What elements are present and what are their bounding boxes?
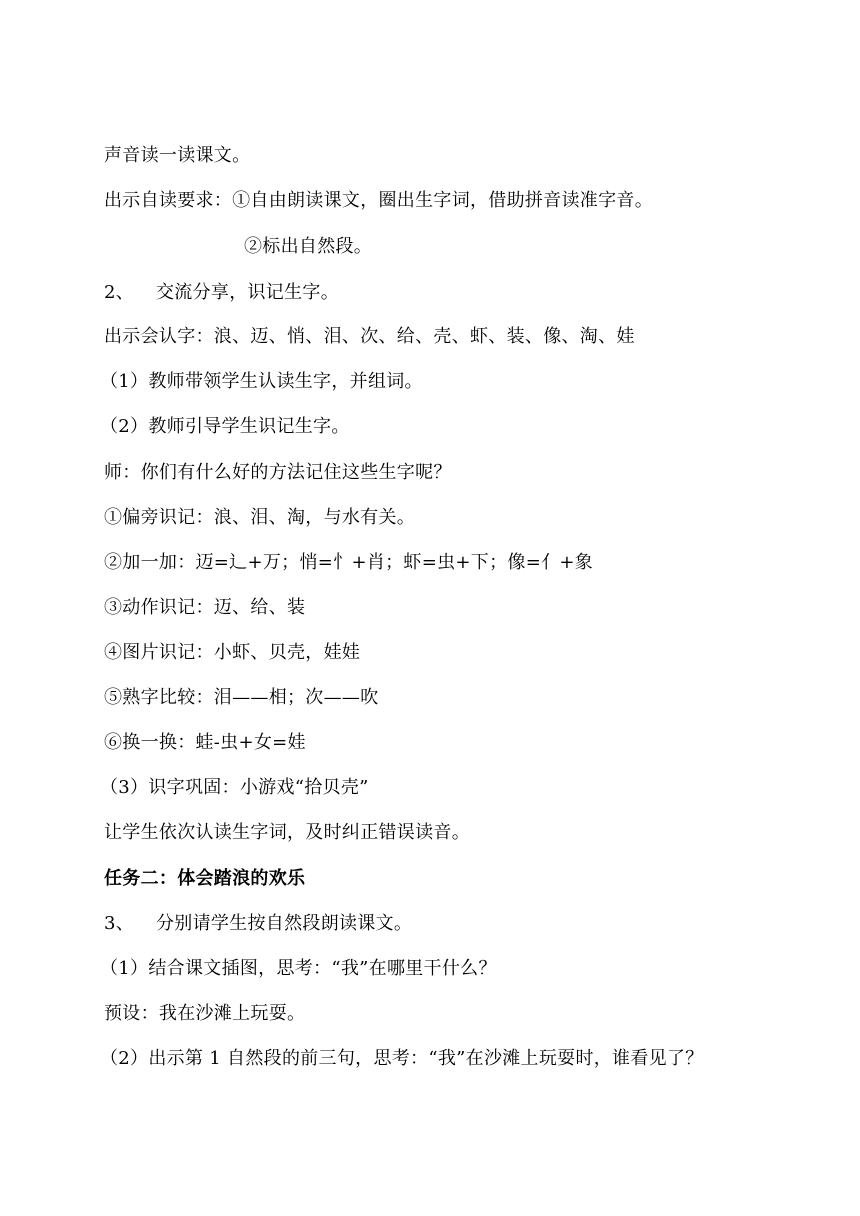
teacher-question: 师：你们有什么好的方法记住这些生字呢？ <box>104 462 452 483</box>
step-number: 3、 <box>104 913 135 934</box>
method-4: ④图片识记：小虾、贝壳，娃娃 <box>104 642 361 663</box>
method-2: ②加一加：迈=辶+万；悄=忄+肖；虾=虫+下；像=亻+象 <box>104 552 594 573</box>
text-line: （2）教师引导学生识记生字。 <box>100 416 350 437</box>
method-3: ③动作识记：迈、给、装 <box>104 597 306 618</box>
text-line: （1）教师带领学生认读生字，并组词。 <box>100 371 423 392</box>
reading-requirements-line: 出示自读要求：①自由朗读课文，圈出生字词，借助拼音读准字音。 <box>104 190 653 211</box>
text-line: 声音读一读课文。 <box>104 145 251 166</box>
reading-requirement-2: ②标出自然段。 <box>244 236 373 257</box>
method-1: ①偏旁识记：浪、泪、淘，与水有关。 <box>104 507 416 528</box>
text-line: 让学生依次认读生字词，及时纠正错误读音。 <box>104 822 470 843</box>
text-line: （2）出示第 1 自然段的前三句，思考：“我”在沙滩上玩耍时，谁看见了？ <box>100 1048 704 1069</box>
step-text: 交流分享，识记生字。 <box>156 282 339 303</box>
method-6: ⑥换一换：蛙-虫+女=娃 <box>104 732 306 753</box>
text-line: （3）识字巩固：小游戏“拾贝壳” <box>100 777 369 798</box>
text-line: 预设：我在沙滩上玩耍。 <box>104 1003 306 1024</box>
new-characters-line: 出示会认字：浪、迈、悄、泪、次、给、壳、虾、装、像、淘、娃 <box>104 326 635 347</box>
step-text: 分别请学生按自然段朗读课文。 <box>156 913 413 934</box>
numbered-step-3 <box>104 912 412 936</box>
text-line: （1）结合课文插图，思考：“我”在哪里干什么？ <box>100 958 497 979</box>
method-5: ⑤熟字比较：泪——相；次——吹 <box>104 687 379 708</box>
step-number: 2、 <box>104 282 135 303</box>
section-heading: 任务二：体会踏浪的欢乐 <box>104 868 306 889</box>
numbered-step-2 <box>104 281 339 305</box>
